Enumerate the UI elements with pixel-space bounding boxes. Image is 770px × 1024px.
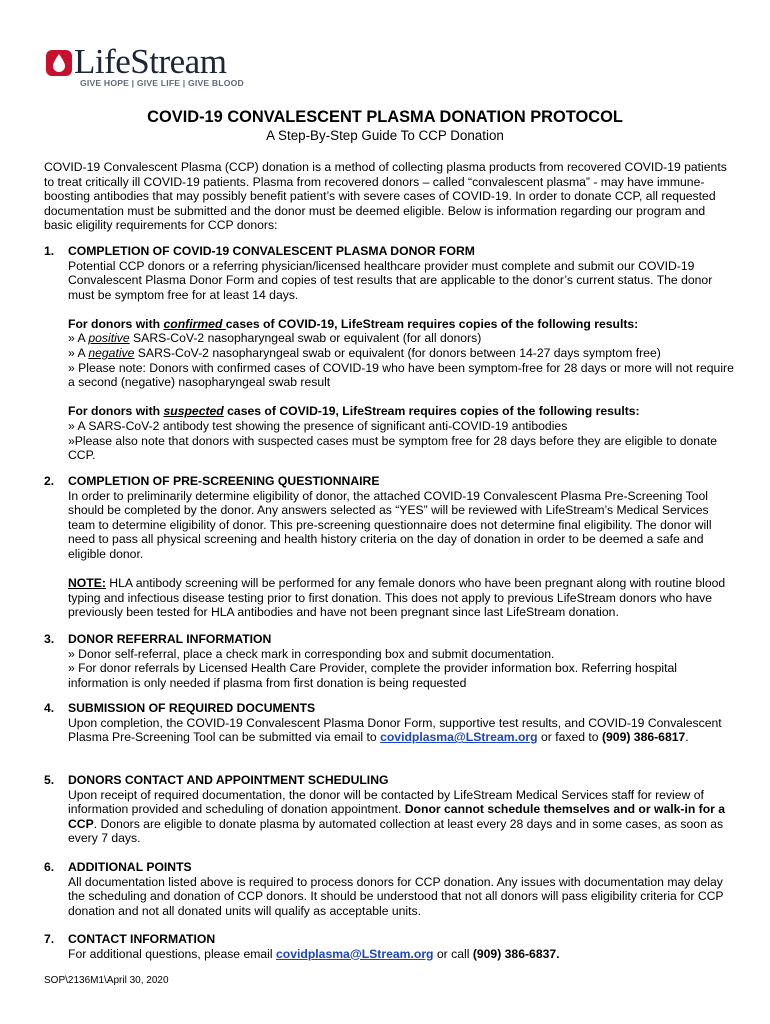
document-subtitle: A Step-By-Step Guide To CCP Donation — [266, 128, 504, 143]
section-7 — [44, 932, 734, 961]
list-item: » A positive SARS-CoV-2 nasopharyngeal swab or equivalent (for all donors) — [68, 331, 482, 346]
note-label: NOTE: — [68, 576, 106, 591]
intro-paragraph: COVID-19 Convalescent Plasma (CCP) donation is a method of collecting plasma products from recovered COVID-19 patients to treat critically ill COVID-19 patients. Plasma from recovered donors – called “convalescent plasma” - may have immune-boosting antibodies that may possibly benefit patient’s with severe cases of COVID-19. In order to donate CCP, all requested documentation must be submitted and the donor must be deemed eligible. Below is information regarding our program and basic eligility requirements for CCP donors: — [44, 160, 727, 233]
list-item: » Please note: Donors with confirmed cases of COVID-19 who have been symptom-free for 28 days or more will not require a second (negative) nasopharyngeal swab result — [68, 360, 734, 390]
lifestream-logo — [44, 42, 274, 94]
list-item: » For donor referrals by Licensed Health Care Provider, complete the provider information box. Referring hospital information is only needed if plasma from first donation is being requested — [68, 661, 677, 690]
brand-tagline: GIVE HOPE | GIVE LIFE | GIVE BLOOD — [80, 78, 244, 88]
section-6 — [44, 860, 734, 918]
phone-number: (909) 386-6837. — [472, 946, 560, 961]
section-text: All documentation listed above is required to process donors for CCP donation. Any issues with documentation may delay the scheduling and donation of CCP donors. It should be understood that not all donors will pass eligibility criteria for CCP donation and not all donated units will qualify as acceptable units. — [68, 874, 724, 918]
section-heading: DONOR REFERRAL INFORMATION — [68, 632, 272, 646]
list-item: » Donor self-referral, place a check mark in corresponding box and submit documentation. — [68, 646, 555, 661]
list-item: » A SARS-CoV-2 antibody test showing the presence of significant anti-COVID-19 antibodies — [68, 418, 568, 433]
section-number: 5. — [44, 773, 55, 787]
section-5 — [44, 773, 734, 846]
email-link[interactable]: covidplasma@LStream.org — [276, 946, 434, 961]
brand-name: LifeStream — [74, 42, 227, 81]
section-heading: CONTACT INFORMATION — [68, 932, 216, 946]
note-paragraph: NOTE: HLA antibody screening will be performed for any female donors who have been pregnant along with routine blood typing and infectious disease testing prior to first donation. This does not apply to previous LifeStream donors who have previously been tested for HLA antibodies and have not been pregnant since last LifeStream donation. — [68, 576, 726, 620]
section-text: Upon receipt of required documentation, the donor will be contacted by LifeStream Medical Services staff for review of information provided and scheduling of donation appointment. Donor cannot schedule themselves and or walk-in for a CCP. Donors are eligible to donate plasma by automated collection at least every 28 days and in some cases, as soon as every 7 days. — [68, 787, 726, 846]
section-3 — [44, 632, 734, 690]
section-text: Potential CCP donors or a referring physician/licensed healthcare provider must complete and submit our COVID-19 Convalescent Plasma Donor Form and copies of test results that are applicable to the donor’s current status. The donor must be symptom free for at least 14 days. — [68, 258, 713, 302]
fax-number: (909) 386-6817 — [601, 730, 686, 745]
section-text: For additional questions, please email covidplasma@LStream.org or call (909) 386-6837. — [68, 946, 560, 961]
section-heading: SUBMISSION OF REQUIRED DOCUMENTS — [68, 701, 316, 715]
section-number: 7. — [44, 932, 55, 946]
section-number: 6. — [44, 860, 55, 874]
section-heading: COMPLETION OF COVID-19 CONVALESCENT PLASMA DONOR FORM — [68, 244, 475, 258]
section-1 — [44, 244, 734, 463]
section-number: 4. — [44, 701, 55, 715]
section-heading: COMPLETION OF PRE-SCREENING QUESTIONNAIRE — [68, 474, 380, 488]
blood-drop-logo-icon — [46, 50, 72, 76]
list-item: »Please also note that donors with suspected cases must be symptom free for 28 days before they are eligible to donate CCP. — [68, 433, 718, 463]
suspected-heading: For donors with suspected cases of COVID-19, LifeStream requires copies of the following results: — [68, 404, 640, 419]
section-4 — [44, 701, 734, 745]
section-heading: ADDITIONAL POINTS — [68, 860, 192, 874]
section-number: 1. — [44, 244, 55, 258]
section-heading: DONORS CONTACT AND APPOINTMENT SCHEDULING — [68, 773, 389, 787]
section-text: Upon completion, the COVID-19 Convalescent Plasma Donor Form, supportive test results, and COVID-19 Convalescent Plasma Pre-Screening Tool can be submitted via email to covidplasma@LStream.org or faxed to (909) 386-6817. — [68, 715, 722, 745]
document-footer: SOP\2136M1\April 30, 2020 — [44, 975, 169, 986]
section-2 — [44, 474, 734, 620]
list-item: » A negative SARS-CoV-2 nasopharyngeal swab or equivalent (for donors between 14-27 days symptom free) — [68, 346, 661, 361]
email-link[interactable]: covidplasma@LStream.org — [380, 730, 538, 745]
confirmed-heading: For donors with confirmed cases of COVID-19, LifeStream requires copies of the following results: — [68, 316, 639, 331]
section-number: 2. — [44, 474, 55, 488]
document-title: COVID-19 CONVALESCENT PLASMA DONATION PROTOCOL — [147, 108, 623, 126]
section-number: 3. — [44, 632, 55, 646]
section-text: In order to preliminarily determine eligibility of donor, the attached COVID-19 Convalescent Plasma Pre-Screening Tool should be completed by the donor. Any answers selected as “YES” will be reviewed with LifeStream’s Medical Services team to determine eligibility of donor. This pre-screening questionnaire does not determine final eligibility. The donor will need to pass all physical screening and health history criteria on the day of donation in order to be deemed a safe and eligible donor. — [68, 488, 712, 561]
